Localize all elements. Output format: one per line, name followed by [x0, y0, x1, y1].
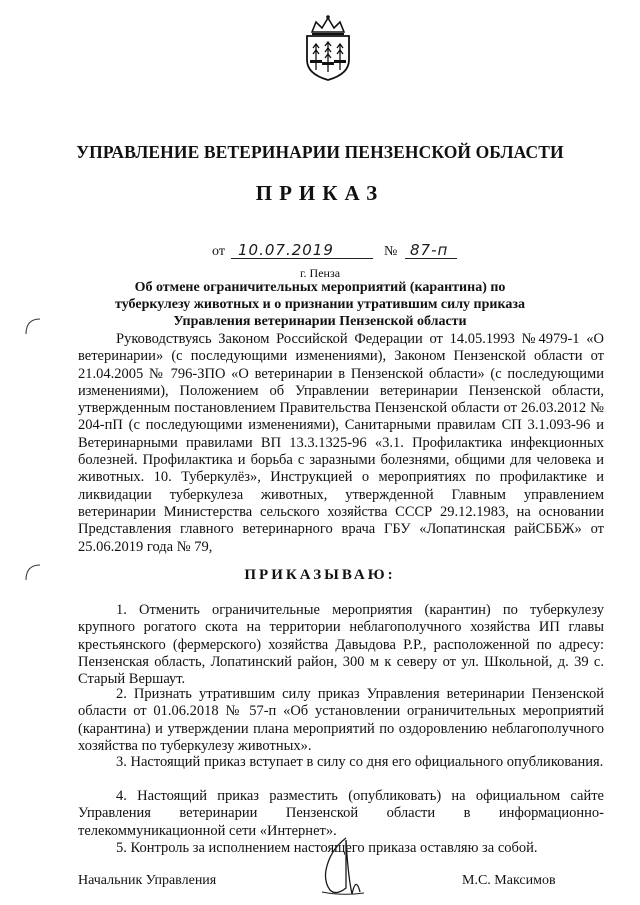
- order-date: 10.07.2019: [238, 241, 334, 259]
- number-label: №: [384, 244, 398, 259]
- order-heading: ПРИКАЗЫВАЮ:: [244, 567, 396, 583]
- agency-name: УПРАВЛЕНИЕ ВЕТЕРИНАРИИ ПЕНЗЕНСКОЙ ОБЛАСТИ: [76, 142, 564, 162]
- signatory-name: М.С. Максимов: [462, 873, 556, 888]
- coat-of-arms-icon: [298, 14, 358, 82]
- document-type: ПРИКАЗ: [255, 181, 385, 205]
- date-number-line: [212, 240, 472, 262]
- order-item: 4. Настоящий приказ разместить (опубликовать) на официальном сайте Управления ветеринарии Пензенской области в информационно-телекоммуникационной сети «Интернет».: [78, 788, 604, 839]
- order-item: 1. Отменить ограничительные мероприятия (карантин) по туберкулезу крупного рогатого скота на территории неблагополучного хозяйства ИП главы крестьянского (фермерского) хозяйства Давыдова Р.Р., расположенной по адресу: Пензенская область, Лопатинский район, 300 м к северу от ул. Школьной, д. 39 с. Старый Вершаут.: [78, 602, 604, 688]
- order-number: 87-п: [410, 241, 449, 259]
- order-item: 5. Контроль за исполнением настоящего приказа оставляю за собой.: [116, 840, 538, 856]
- order-item: 2. Признать утратившим силу приказ Управления ветеринарии Пензенской области от 01.06.2018 № 57-п «Об установлении ограничительных мероприятий (карантина) и утверждении плана мероприятий по оздоровлению неблагополучного хозяйства по туберкулезу животных».: [78, 686, 604, 754]
- signatory-title: Начальник Управления: [78, 873, 217, 888]
- city: г. Пенза: [299, 266, 341, 280]
- scan-corner-mark-icon: [22, 316, 42, 336]
- date-label: от: [212, 244, 225, 259]
- document-title: Об отмене ограничительных мероприятий (карантина) по туберкулезу животных и о признании утратившим силу приказа Управления ветеринарии Пензенской области: [115, 280, 525, 329]
- order-item: 3. Настоящий приказ вступает в силу со дня его официального опубликования.: [116, 754, 604, 770]
- preamble-paragraph: Руководствуясь Законом Российской Федерации от 14.05.1993 №4979-1 «О ветеринарии» (с последующими изменениями), Законом Пензенской области от 21.04.2005 № 796-ЗПО «О ветеринарии в Пензенской области» (с последующими изменениями), Положением об Управлении ветеринарии Пензенской области, утвержденным постановлением Правительства Пензенской области от 26.03.2012 № 204-пП (с последующими изменениями), Санитарными правилам СП 3.1.093-96 и Ветеринарными правилами ВП 13.3.1325-96 «3.1. Профилактика инфекционных болезней. Профилактика и борьба с заразными болезнями, общими для человека и животных. 10. Туберкулёз», Инструкцией о мероприятиях по профилактике и ликвидации туберкулеза животных, утвержденной Главным управлением ветеринарии Министерства сельского хозяйства СССР 29.12.1983, на основании Представления главного ветеринарного врача ГБУ «Лопатинская райСББЖ» от 25.06.2019 года № 79,: [78, 331, 604, 555]
- signature-icon: [316, 836, 368, 898]
